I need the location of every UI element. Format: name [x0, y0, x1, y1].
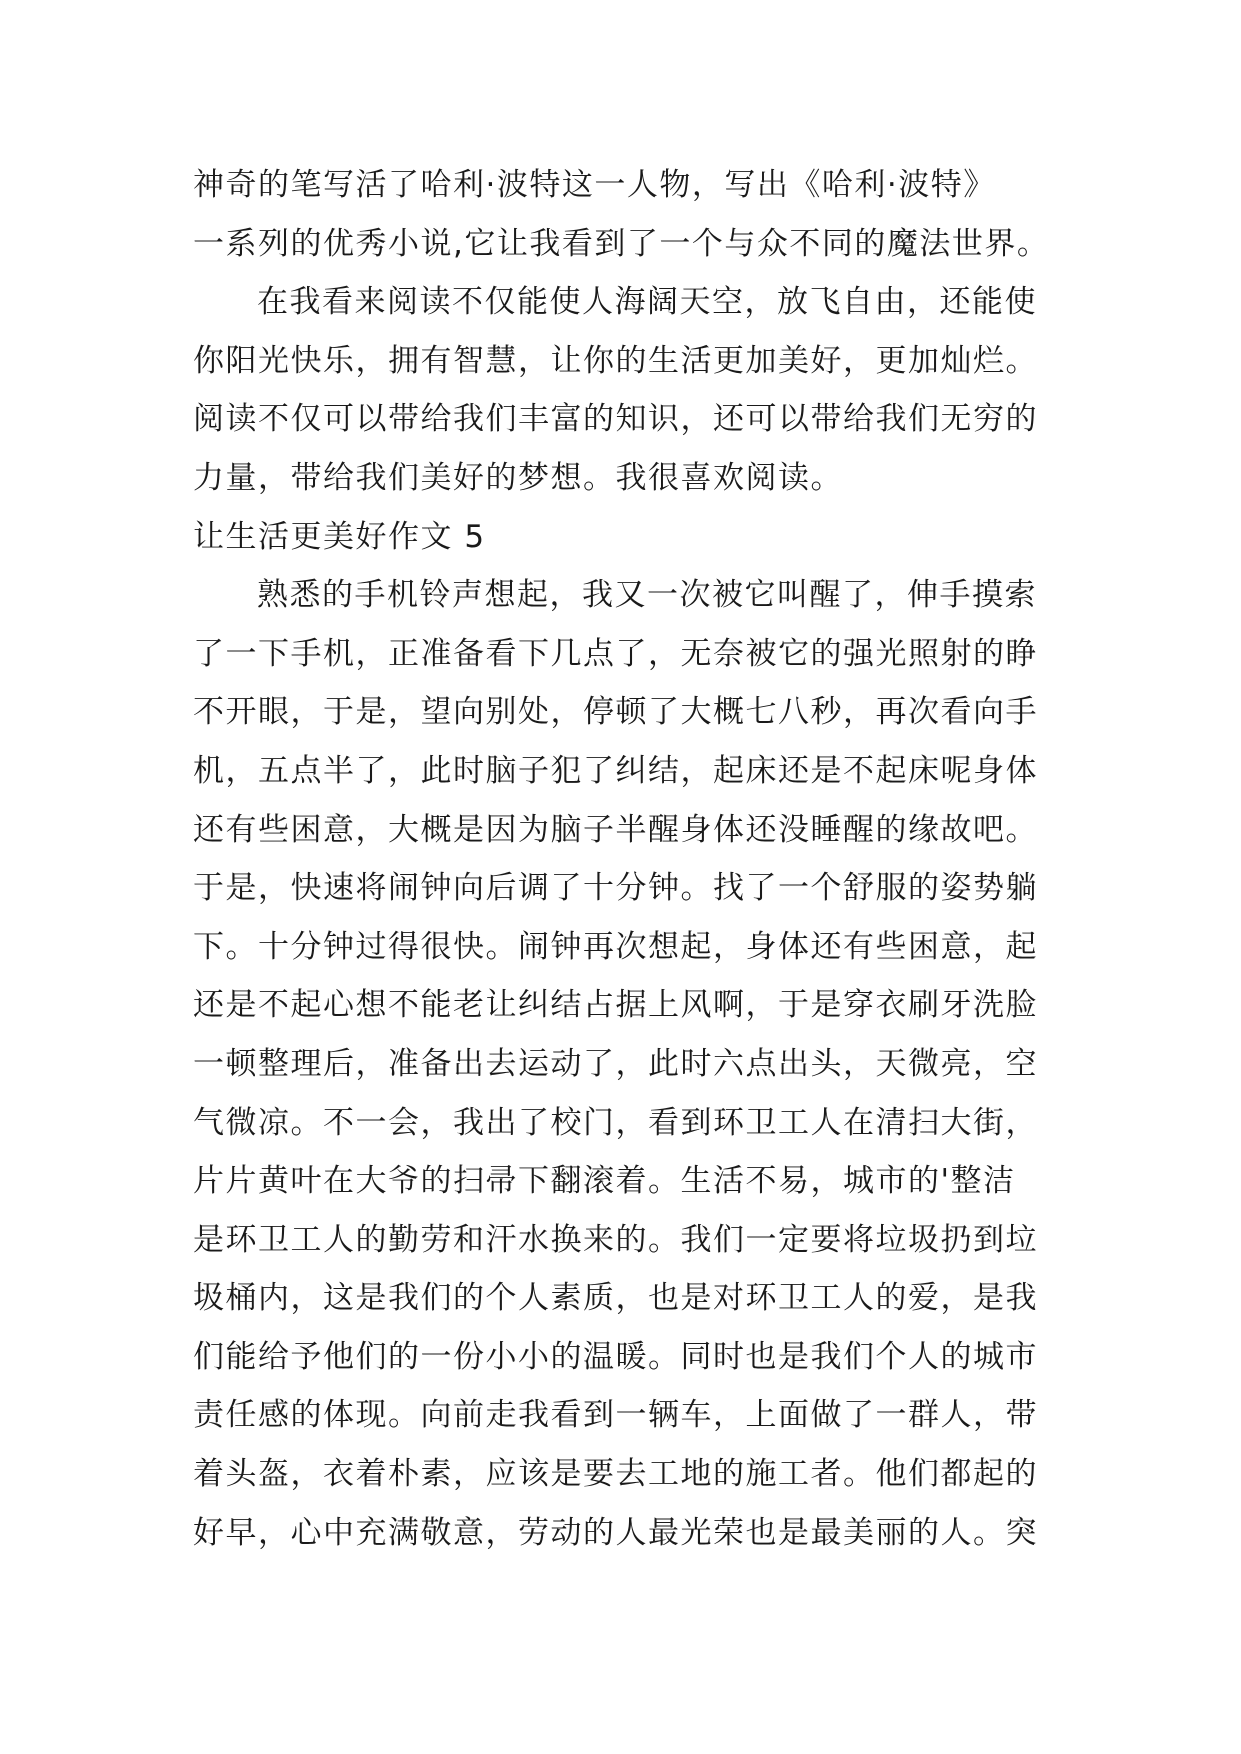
text-line: 责任感的体现。向前走我看到一辆车，上面做了一群人，带	[193, 1397, 1038, 1434]
text-line: 们能给予他们的一份小小的温暖。同时也是我们个人的城市	[193, 1338, 1038, 1375]
text-line: 阅读不仅可以带给我们丰富的知识，还可以带给我们无穷的	[193, 401, 1038, 438]
text-line: 了一下手机，正准备看下几点了，无奈被它的强光照射的睁	[193, 635, 1038, 672]
text-line: 还有些困意，大概是因为脑子半醒身体还没睡醒的缘故吧。	[193, 811, 1038, 848]
text-line: 气微凉。不一会，我出了校门，看到环卫工人在清扫大街，	[193, 1104, 1038, 1141]
text-line: 下。十分钟过得很快。闹钟再次想起，身体还有些困意，起	[193, 928, 1038, 965]
text-line: 熟悉的手机铃声想起，我又一次被它叫醒了，伸手摸索	[257, 577, 1037, 614]
section-heading: 让生活更美好作文 5	[193, 518, 486, 555]
text-line: 一顿整理后，准备出去运动了，此时六点出头，天微亮，空	[193, 1045, 1038, 1082]
text-line: 还是不起心想不能老让纠结占据上风啊，于是穿衣刷牙洗脸	[193, 987, 1038, 1024]
text-line: 好早，心中充满敬意，劳动的人最光荣也是最美丽的人。突	[193, 1514, 1038, 1551]
text-line: 一系列的优秀小说,它让我看到了一个与众不同的魔法世界。	[193, 225, 1050, 262]
text-line: 片片黄叶在大爷的扫帚下翻滚着。生活不易，城市的'整洁	[193, 1163, 1016, 1200]
text-line: 你阳光快乐，拥有智慧，让你的生活更加美好，更加灿烂。	[193, 342, 1038, 379]
text-line: 在我看来阅读不仅能使人海阔天空，放飞自由，还能使	[257, 284, 1037, 321]
document-body	[193, 156, 1073, 1562]
text-line: 不开眼，于是，望向别处，停顿了大概七八秒，再次看向手	[193, 694, 1038, 731]
text-line: 机，五点半了，此时脑子犯了纠结，起床还是不起床呢身体	[193, 752, 1038, 789]
text-line: 圾桶内，这是我们的个人素质，也是对环卫工人的爱，是我	[193, 1280, 1038, 1317]
text-line: 于是，快速将闹钟向后调了十分钟。找了一个舒服的姿势躺	[193, 870, 1038, 907]
text-line: 神奇的笔写活了哈利·波特这一人物，写出《哈利·波特》	[193, 167, 996, 203]
text-line: 着头盔，衣着朴素，应该是要去工地的施工者。他们都起的	[193, 1456, 1038, 1493]
text-line: 是环卫工人的勤劳和汗水换来的。我们一定要将垃圾扔到垃	[193, 1221, 1038, 1258]
text-line: 力量，带给我们美好的梦想。我很喜欢阅读。	[193, 459, 843, 496]
